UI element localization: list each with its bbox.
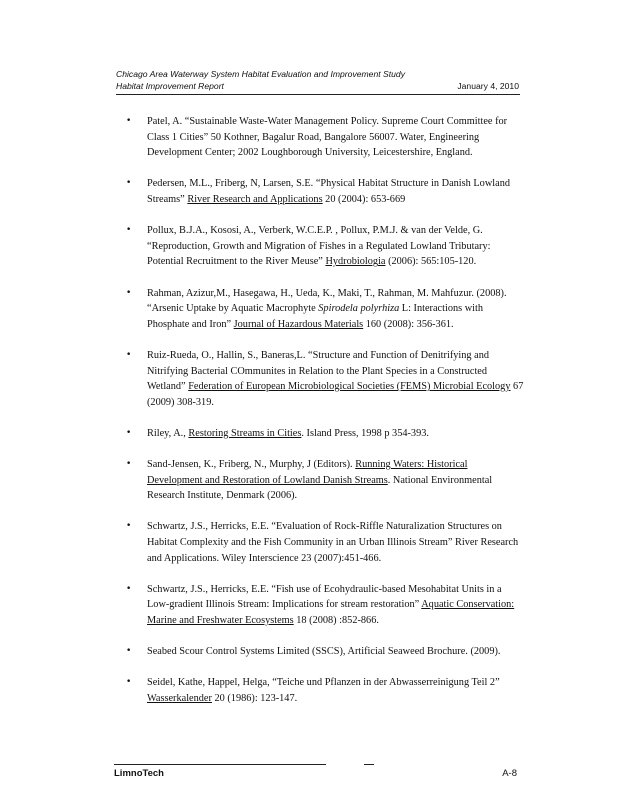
reference-text: Riley, A., (147, 427, 189, 439)
reference-text: 160 (2008): 356-361. (363, 318, 454, 330)
reference-text: 18 (2008) :852-866. (293, 615, 379, 626)
page-number: A-8 (502, 768, 517, 779)
reference-text: Pollux, B.J.A., Kososi, A., Verberk, W.C.E.P. , Pollux, P.M.J. & van der Velde, G. “Reproduction, Growth and Migration of Fishes in a Regulated Lowland Tributary: Potential Recruitment to the River Meuse” (147, 225, 491, 268)
reference-text: 20 (1986): 123-147. (211, 692, 298, 704)
footer-company: LimnoTech (114, 768, 164, 779)
reference-text: Rahman, Azizur,M., Hasegawa, H., Ueda, K., Maki, T., Rahman, M. Mahfuzur. (2008). “Arsenic Uptake by Aquatic Macrophyte (147, 287, 507, 315)
reference-source-title: Hydrobiologia (325, 256, 386, 268)
reference-item (126, 644, 524, 660)
reference-text: Ruiz-Rueda, O., Hallin, S., Baneras,L. “Structure and Function of Denitrifying and Nitrifying Bacterial COmmunites in Relation to the Plant Species in a Constructed Wetland” (147, 349, 490, 393)
reference-item (126, 223, 524, 270)
footer-rule (114, 764, 326, 765)
reference-item (126, 582, 524, 629)
reference-text: Schwartz, J.S., Herricks, E.E. “Fish use of Ecohydraulic-based Mesohabitat Units in a Low-gradient Illinois Stream: Implications for stream restoration” (147, 583, 502, 611)
header-rule (116, 94, 520, 95)
reference-source-title: River Research and Applications (187, 193, 323, 205)
report-date: January 4, 2010 (457, 81, 519, 91)
reference-text: Schwartz, J.S., Herricks, E.E. “Evaluation of Rock-Riffle Naturalization Structures on Habitat Complexity and the Fish Community in an Urban Illinois Stream” River Research and Applications. Wiley Interscience 23 (2007):451-466. (147, 521, 519, 564)
reference-text: Patel, A. “Sustainable Waste-Water Management Policy. Supreme Court Committee for Class 1 Cities” 50 Kothner, Bagalur Road, Bangalore 56007. Water, Engineering Development Center; 2002 Loughborough University, Leicestershire, England. (147, 116, 508, 159)
reference-text: 67 (2009) 308-319. (147, 381, 524, 408)
reference-text: 20 (2004): 653-669 (322, 193, 406, 205)
reference-source-title: Running Waters: Historical Development and Restoration of Lowland Danish Streams (147, 459, 468, 486)
reference-text: . National Environmental Research Institute, Denmark (2006). (147, 474, 493, 502)
report-title: Chicago Area Waterway System Habitat Evaluation and Improvement Study (116, 69, 405, 79)
reference-item (126, 114, 524, 161)
reference-text: Seabed Scour Control Systems Limited (SSCS), Artificial Seaweed Brochure. (2009). (147, 646, 501, 658)
footer-mark (364, 764, 374, 765)
reference-item (126, 176, 524, 207)
reference-list (126, 114, 524, 722)
reference-text: (2006): 565:105-120. (385, 256, 477, 268)
report-subtitle: Habitat Improvement Report (116, 81, 224, 91)
reference-species-name: Spirodela polyrhiza (318, 303, 400, 315)
reference-item (126, 286, 524, 333)
reference-text: L: Interactions with Phosphate and Iron” (147, 303, 484, 330)
reference-source-title: Aquatic Conservation: Marine and Freshwater Ecosystems (147, 599, 515, 626)
reference-item (126, 519, 524, 566)
reference-source-title: Wasserkalender (147, 692, 212, 704)
reference-item (126, 348, 524, 410)
reference-item (126, 457, 524, 504)
reference-text: . Island Press, 1998 p 354-393. (301, 427, 429, 439)
reference-source-title: Federation of European Microbiological Societies (FEMS) Microbial Ecology (188, 381, 511, 393)
reference-text: Pedersen, M.L., Friberg, N, Larsen, S.E. “Physical Habitat Structure in Danish Lowland Streams” (147, 178, 510, 205)
reference-text: Seidel, Kathe, Happel, Helga, “Teiche und Pflanzen in der Abwasserreinigung Teil 2” (147, 677, 500, 689)
reference-item (126, 675, 524, 706)
reference-source-title: Restoring Streams in Cities (188, 427, 302, 439)
reference-item (126, 426, 524, 442)
reference-text: Sand-Jensen, K., Friberg, N., Murphy, J (Editors). (147, 459, 356, 471)
reference-source-title: Journal of Hazardous Materials (233, 318, 364, 330)
